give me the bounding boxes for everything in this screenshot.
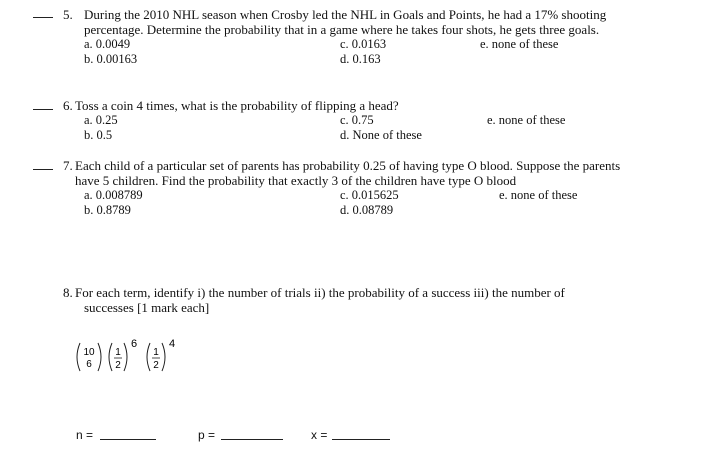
option-q7-c: c. 0.015625 (340, 188, 399, 202)
question-text-q7-line2: have 5 children. Find the probability that exactly 3 of the children have type O blood (75, 173, 517, 188)
question-number-q5: 5. (63, 7, 73, 22)
option-q5-e: e. none of these (480, 37, 559, 51)
n-label: n = (76, 428, 94, 442)
option-q5-b: b. 0.00163 (84, 52, 138, 66)
binom-bottom: 6 (86, 359, 92, 370)
option-q5-a: a. 0.0049 (84, 37, 131, 51)
fraction-term-2 (147, 338, 175, 371)
frac1-numerator: 1 (115, 347, 121, 358)
answer-blank-q5[interactable] (33, 17, 53, 18)
exponent-2: 4 (168, 338, 176, 350)
frac1-denominator: 2 (115, 360, 121, 371)
exponent-1: 6 (130, 338, 138, 350)
x-label: x = (311, 428, 328, 442)
question-number-q7: 7. (63, 158, 73, 173)
option-q6-e: e. none of these (487, 113, 566, 127)
option-q6-a: a. 0.25 (84, 113, 118, 127)
option-q6-b: b. 0.5 (84, 128, 113, 142)
frac2-denominator: 2 (153, 360, 159, 371)
option-q7-e: e. none of these (499, 188, 578, 202)
option-q5-c: c. 0.0163 (340, 37, 387, 51)
answer-blank-q6[interactable] (33, 109, 53, 110)
answer-blank-q7[interactable] (33, 169, 53, 170)
question-number-q8: 8. (63, 285, 73, 300)
option-q5-d: d. 0.163 (340, 52, 381, 66)
n-answer-field[interactable] (100, 439, 156, 440)
question-text-q8-line2: successes [1 mark each] (84, 300, 210, 315)
question-text-q8-line1: For each term, identify i) the number of trials ii) the probability of a success iii) the number of (75, 285, 565, 300)
binomial-expression (74, 333, 224, 381)
binomial-coefficient (77, 343, 101, 371)
p-answer-field[interactable] (221, 439, 283, 440)
fraction-term-1 (109, 338, 137, 371)
option-q6-c: c. 0.75 (340, 113, 374, 127)
p-label: p = (198, 428, 216, 442)
binom-top: 10 (83, 347, 95, 358)
option-q7-d: d. 0.08789 (340, 203, 394, 217)
option-q7-b: b. 0.8789 (84, 203, 131, 217)
question-text-q7-line1: Each child of a particular set of parents has probability 0.25 of having type O blood. Suppose the parents (75, 158, 621, 173)
option-q7-a: a. 0.008789 (84, 188, 143, 202)
frac2-numerator: 1 (153, 347, 159, 358)
question-text-q5-line1: During the 2010 NHL season when Crosby led the NHL in Goals and Points, he had a 17% shooting (84, 7, 607, 22)
question-number-q6: 6. (63, 98, 73, 113)
option-q6-d: d. None of these (340, 128, 422, 142)
question-text-q6-line1: Toss a coin 4 times, what is the probability of flipping a head? (75, 98, 399, 113)
x-answer-field[interactable] (332, 439, 390, 440)
question-text-q5-line2: percentage. Determine the probability that in a game where he takes four shots, he gets three goals. (84, 22, 600, 37)
